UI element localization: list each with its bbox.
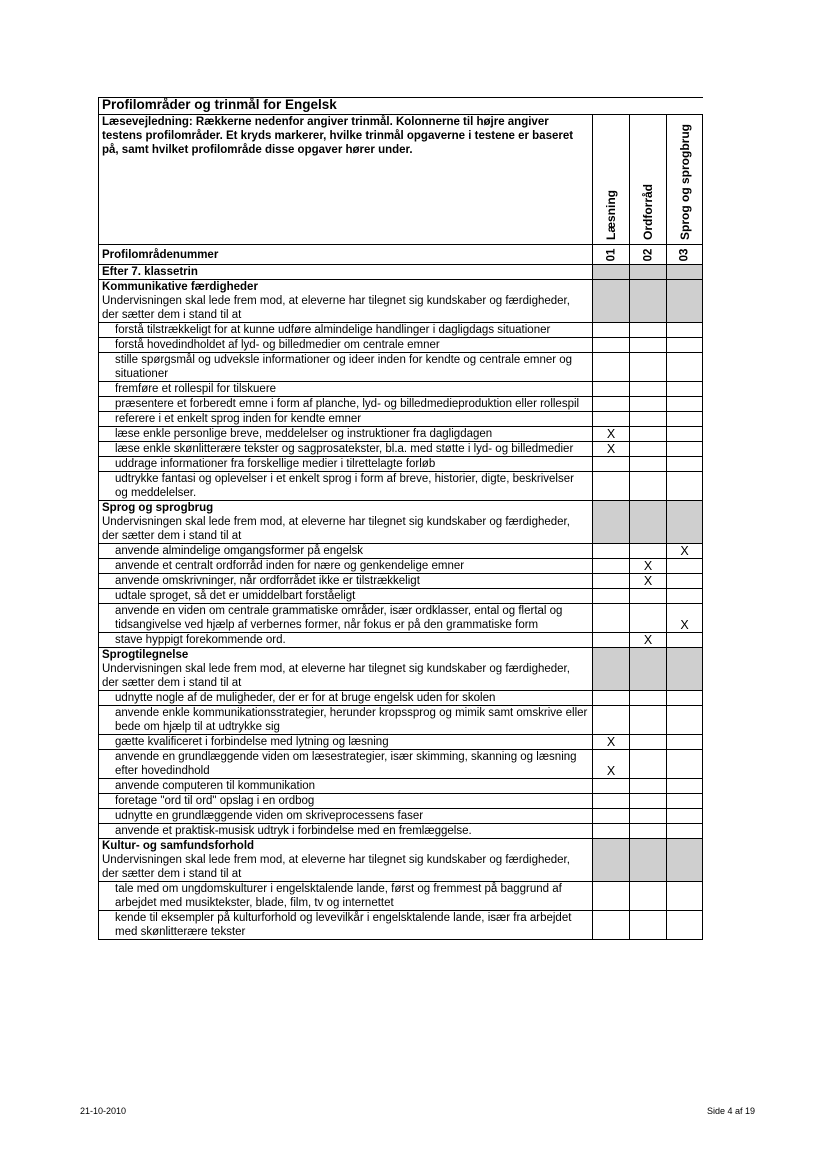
- profile-mark: [630, 794, 667, 809]
- profile-mark: [667, 633, 703, 648]
- trinmaal-sections: [99, 280, 703, 940]
- profile-mark: [630, 457, 667, 472]
- profile-mark: [667, 353, 703, 382]
- profile-mark: [667, 750, 703, 779]
- trinmaal-text: anvende omskrivninger, når ordforrådet ikke er tilstrækkeligt: [99, 574, 593, 589]
- table-row: [99, 338, 703, 353]
- profile-table: [98, 97, 703, 940]
- profile-mark: [630, 809, 667, 824]
- profile-mark: [667, 824, 703, 839]
- profile-header-language-use: Sprog og sprogbrug: [667, 115, 703, 245]
- profile-mark: [593, 911, 630, 940]
- table-row: [99, 397, 703, 412]
- trinmaal-text: læse enkle personlige breve, meddelelser og instruktioner fra dagligdagen: [99, 427, 593, 442]
- section-title: Sprogtilegnelse: [102, 649, 189, 661]
- table-row: [99, 794, 703, 809]
- trinmaal-text: foretage "ord til ord" opslag i en ordbog: [99, 794, 593, 809]
- profile-mark: [593, 589, 630, 604]
- profile-mark: [667, 442, 703, 457]
- profile-mark: [630, 735, 667, 750]
- trinmaal-text: læse enkle skønlitterære tekster og sagprosatekster, bl.a. med støtte i lyd- og billedmedier: [99, 442, 593, 457]
- profile-mark: [630, 882, 667, 911]
- profile-mark: [593, 353, 630, 382]
- profile-mark: [593, 706, 630, 735]
- trinmaal-text: tale med om ungdomskulturer i engelsktalende lande, først og fremmest på baggrund af arbejdet med musiktekster, blade, film, tv og internettet: [99, 882, 593, 911]
- profile-mark: [667, 911, 703, 940]
- profile-mark: [630, 544, 667, 559]
- profile-mark: [593, 544, 630, 559]
- table-row: [99, 323, 703, 338]
- table-row: [99, 412, 703, 427]
- section-lead: Undervisningen skal lede frem mod, at eleverne har tilegnet sig kundskaber og færdigheder, der sætter dem i stand til at: [102, 295, 570, 321]
- table-row: [99, 706, 703, 735]
- profile-mark: [667, 412, 703, 427]
- trinmaal-text: anvende enkle kommunikationsstrategier, herunder kropssprog og mimik samt omskrive eller bede om hjælp til at udtrykke sig: [99, 706, 593, 735]
- trinmaal-text: fremføre et rollespil for tilskuere: [99, 382, 593, 397]
- profile-header-reading: Læsning: [593, 115, 630, 245]
- profile-mark: [630, 824, 667, 839]
- section-header-row: [99, 648, 703, 691]
- profile-mark: [593, 338, 630, 353]
- table-row: [99, 472, 703, 501]
- trinmaal-text: anvende en viden om centrale grammatiske områder, især ordklasser, ental og flertal og tidsangivelse ved hjælp af verbernes former, når fokus er på den grammatiske form: [99, 604, 593, 633]
- footer-date: 21-10-2010: [80, 1106, 127, 1116]
- profile-mark: [630, 412, 667, 427]
- section-title: Kultur- og samfundsforhold: [102, 840, 255, 852]
- profile-mark: [630, 382, 667, 397]
- profile-mark: [630, 779, 667, 794]
- table-row: [99, 559, 703, 574]
- trinmaal-text: præsentere et forberedt emne i form af planche, lyd- og billedmedieproduktion eller rollespil: [99, 397, 593, 412]
- profile-mark: [667, 457, 703, 472]
- profile-mark: [593, 824, 630, 839]
- trinmaal-text: anvende computeren til kommunikation: [99, 779, 593, 794]
- table-row: [99, 427, 703, 442]
- profile-mark: X: [630, 574, 667, 589]
- trinmaal-text: gætte kvalificeret i forbindelse med lytning og læsning: [99, 735, 593, 750]
- profile-mark: [593, 574, 630, 589]
- profile-mark: [667, 882, 703, 911]
- section-header: [99, 839, 593, 882]
- profile-mark: [630, 442, 667, 457]
- profile-mark: [593, 691, 630, 706]
- profile-mark: [630, 589, 667, 604]
- profile-mark: [593, 412, 630, 427]
- table-row: [99, 382, 703, 397]
- profile-mark: X: [630, 633, 667, 648]
- trinmaal-text: anvende et centralt ordforråd inden for nære og genkendelige emner: [99, 559, 593, 574]
- trinmaal-text: udnytte nogle af de muligheder, der er for at bruge engelsk uden for skolen: [99, 691, 593, 706]
- table-row: [99, 457, 703, 472]
- profile-mark: X: [593, 735, 630, 750]
- profile-mark: X: [667, 544, 703, 559]
- trinmaal-text: stille spørgsmål og udveksle informationer og ideer inden for kendte og centrale emner og situationer: [99, 353, 593, 382]
- profile-mark: [667, 323, 703, 338]
- profile-mark: [667, 779, 703, 794]
- table-row: [99, 735, 703, 750]
- table-row: [99, 604, 703, 633]
- table-row: [99, 544, 703, 559]
- profile-mark: [667, 559, 703, 574]
- trinmaal-text: forstå hovedindholdet af lyd- og billedmedier om centrale emner: [99, 338, 593, 353]
- profile-mark: [593, 794, 630, 809]
- profile-mark: [667, 574, 703, 589]
- profile-mark: [667, 589, 703, 604]
- section-header-row: [99, 501, 703, 544]
- profile-mark: [593, 559, 630, 574]
- profile-mark: X: [593, 442, 630, 457]
- profile-number: 03: [667, 245, 703, 265]
- profile-mark: [630, 338, 667, 353]
- profile-mark: [593, 633, 630, 648]
- table-row: [99, 911, 703, 940]
- profile-mark: X: [667, 604, 703, 633]
- profile-mark: [593, 457, 630, 472]
- trinmaal-text: stave hyppigt forekommende ord.: [99, 633, 593, 648]
- section-header: [99, 501, 593, 544]
- trinmaal-text: forstå tilstrækkeligt for at kunne udføre almindelige handlinger i dagligdags situationer: [99, 323, 593, 338]
- profile-mark: [667, 427, 703, 442]
- profile-mark: [630, 706, 667, 735]
- table-row: [99, 809, 703, 824]
- trinmaal-text: anvende en grundlæggende viden om læsestrategier, især skimming, skanning og læsning efter hovedindhold: [99, 750, 593, 779]
- profile-mark: [630, 750, 667, 779]
- table-row: [99, 691, 703, 706]
- table-row: [99, 442, 703, 457]
- trinmaal-text: anvende almindelige omgangsformer på engelsk: [99, 544, 593, 559]
- profile-mark: [630, 323, 667, 338]
- table-row: [99, 633, 703, 648]
- profile-mark: [667, 691, 703, 706]
- trinmaal-text: referere i et enkelt sprog inden for kendte emner: [99, 412, 593, 427]
- profile-mark: [593, 472, 630, 501]
- profile-mark: [667, 397, 703, 412]
- section-lead: Undervisningen skal lede frem mod, at eleverne har tilegnet sig kundskaber og færdigheder, der sætter dem i stand til at: [102, 663, 570, 689]
- profile-mark: [667, 706, 703, 735]
- trinmaal-text: udtrykke fantasi og oplevelser i et enkelt sprog i form af breve, historier, digte, beskrivelser og meddelelser.: [99, 472, 593, 501]
- profile-mark: [667, 794, 703, 809]
- trinmaal-text: udnytte en grundlæggende viden om skriveprocessens faser: [99, 809, 593, 824]
- profile-mark: X: [630, 559, 667, 574]
- profile-mark: [630, 427, 667, 442]
- trinmaal-text: udtale sproget, så det er umiddelbart forståeligt: [99, 589, 593, 604]
- profile-mark: [630, 604, 667, 633]
- profile-mark: [593, 779, 630, 794]
- profile-mark: [593, 882, 630, 911]
- section-lead: Undervisningen skal lede frem mod, at eleverne har tilegnet sig kundskaber og færdigheder, der sætter dem i stand til at: [102, 516, 570, 542]
- section-title: Sprog og sprogbrug: [102, 502, 214, 514]
- trinmaal-text: uddrage informationer fra forskellige medier i tilrettelagte forløb: [99, 457, 593, 472]
- section-header: [99, 648, 593, 691]
- profile-mark: [593, 382, 630, 397]
- profile-mark: [630, 353, 667, 382]
- profile-mark: [630, 472, 667, 501]
- table-row: [99, 824, 703, 839]
- profile-mark: [630, 911, 667, 940]
- profile-mark: [593, 397, 630, 412]
- stage-label: Efter 7. klassetrin: [99, 265, 593, 280]
- profile-number: 02: [630, 245, 667, 265]
- profile-mark: [667, 809, 703, 824]
- profile-mark: [593, 809, 630, 824]
- footer-page-number: Side 4 af 19: [706, 1106, 755, 1116]
- profile-mark: [667, 472, 703, 501]
- table-row: [99, 779, 703, 794]
- section-title: Kommunikative færdigheder: [102, 281, 258, 293]
- trinmaal-text: anvende et praktisk-musisk udtryk i forbindelse med en fremlæggelse.: [99, 824, 593, 839]
- table-row: [99, 589, 703, 604]
- profile-number-label: Profilområdenummer: [99, 245, 593, 265]
- profile-mark: [630, 691, 667, 706]
- profile-mark: X: [593, 750, 630, 779]
- reading-guide: Læsevejledning: Rækkerne nedenfor angiver trinmål. Kolonnerne til højre angiver testens profilområder. Et kryds markerer, hvilke trinmål opgaverne i testene er baseret på, samt hvilket profilområde disse opgaver hører under.: [99, 115, 593, 245]
- profile-mark: [593, 323, 630, 338]
- trinmaal-text: kende til eksempler på kulturforhold og levevilkår i engelsktalende lande, især fra arbejdet med skønlitterære tekster: [99, 911, 593, 940]
- table-row: [99, 574, 703, 589]
- section-header-row: [99, 839, 703, 882]
- table-row: [99, 353, 703, 382]
- profile-mark: [667, 735, 703, 750]
- profile-header-vocabulary: Ordforråd: [630, 115, 667, 245]
- profile-number: 01: [593, 245, 630, 265]
- profile-mark: X: [593, 427, 630, 442]
- profile-mark: [667, 338, 703, 353]
- table-row: [99, 882, 703, 911]
- section-header-row: [99, 280, 703, 323]
- table-row: [99, 750, 703, 779]
- section-lead: Undervisningen skal lede frem mod, at eleverne har tilegnet sig kundskaber og færdigheder, der sætter dem i stand til at: [102, 854, 570, 880]
- page-title: Profilområder og trinmål for Engelsk: [99, 98, 593, 115]
- profile-mark: [667, 382, 703, 397]
- section-header: [99, 280, 593, 323]
- profile-mark: [593, 604, 630, 633]
- profile-mark: [630, 397, 667, 412]
